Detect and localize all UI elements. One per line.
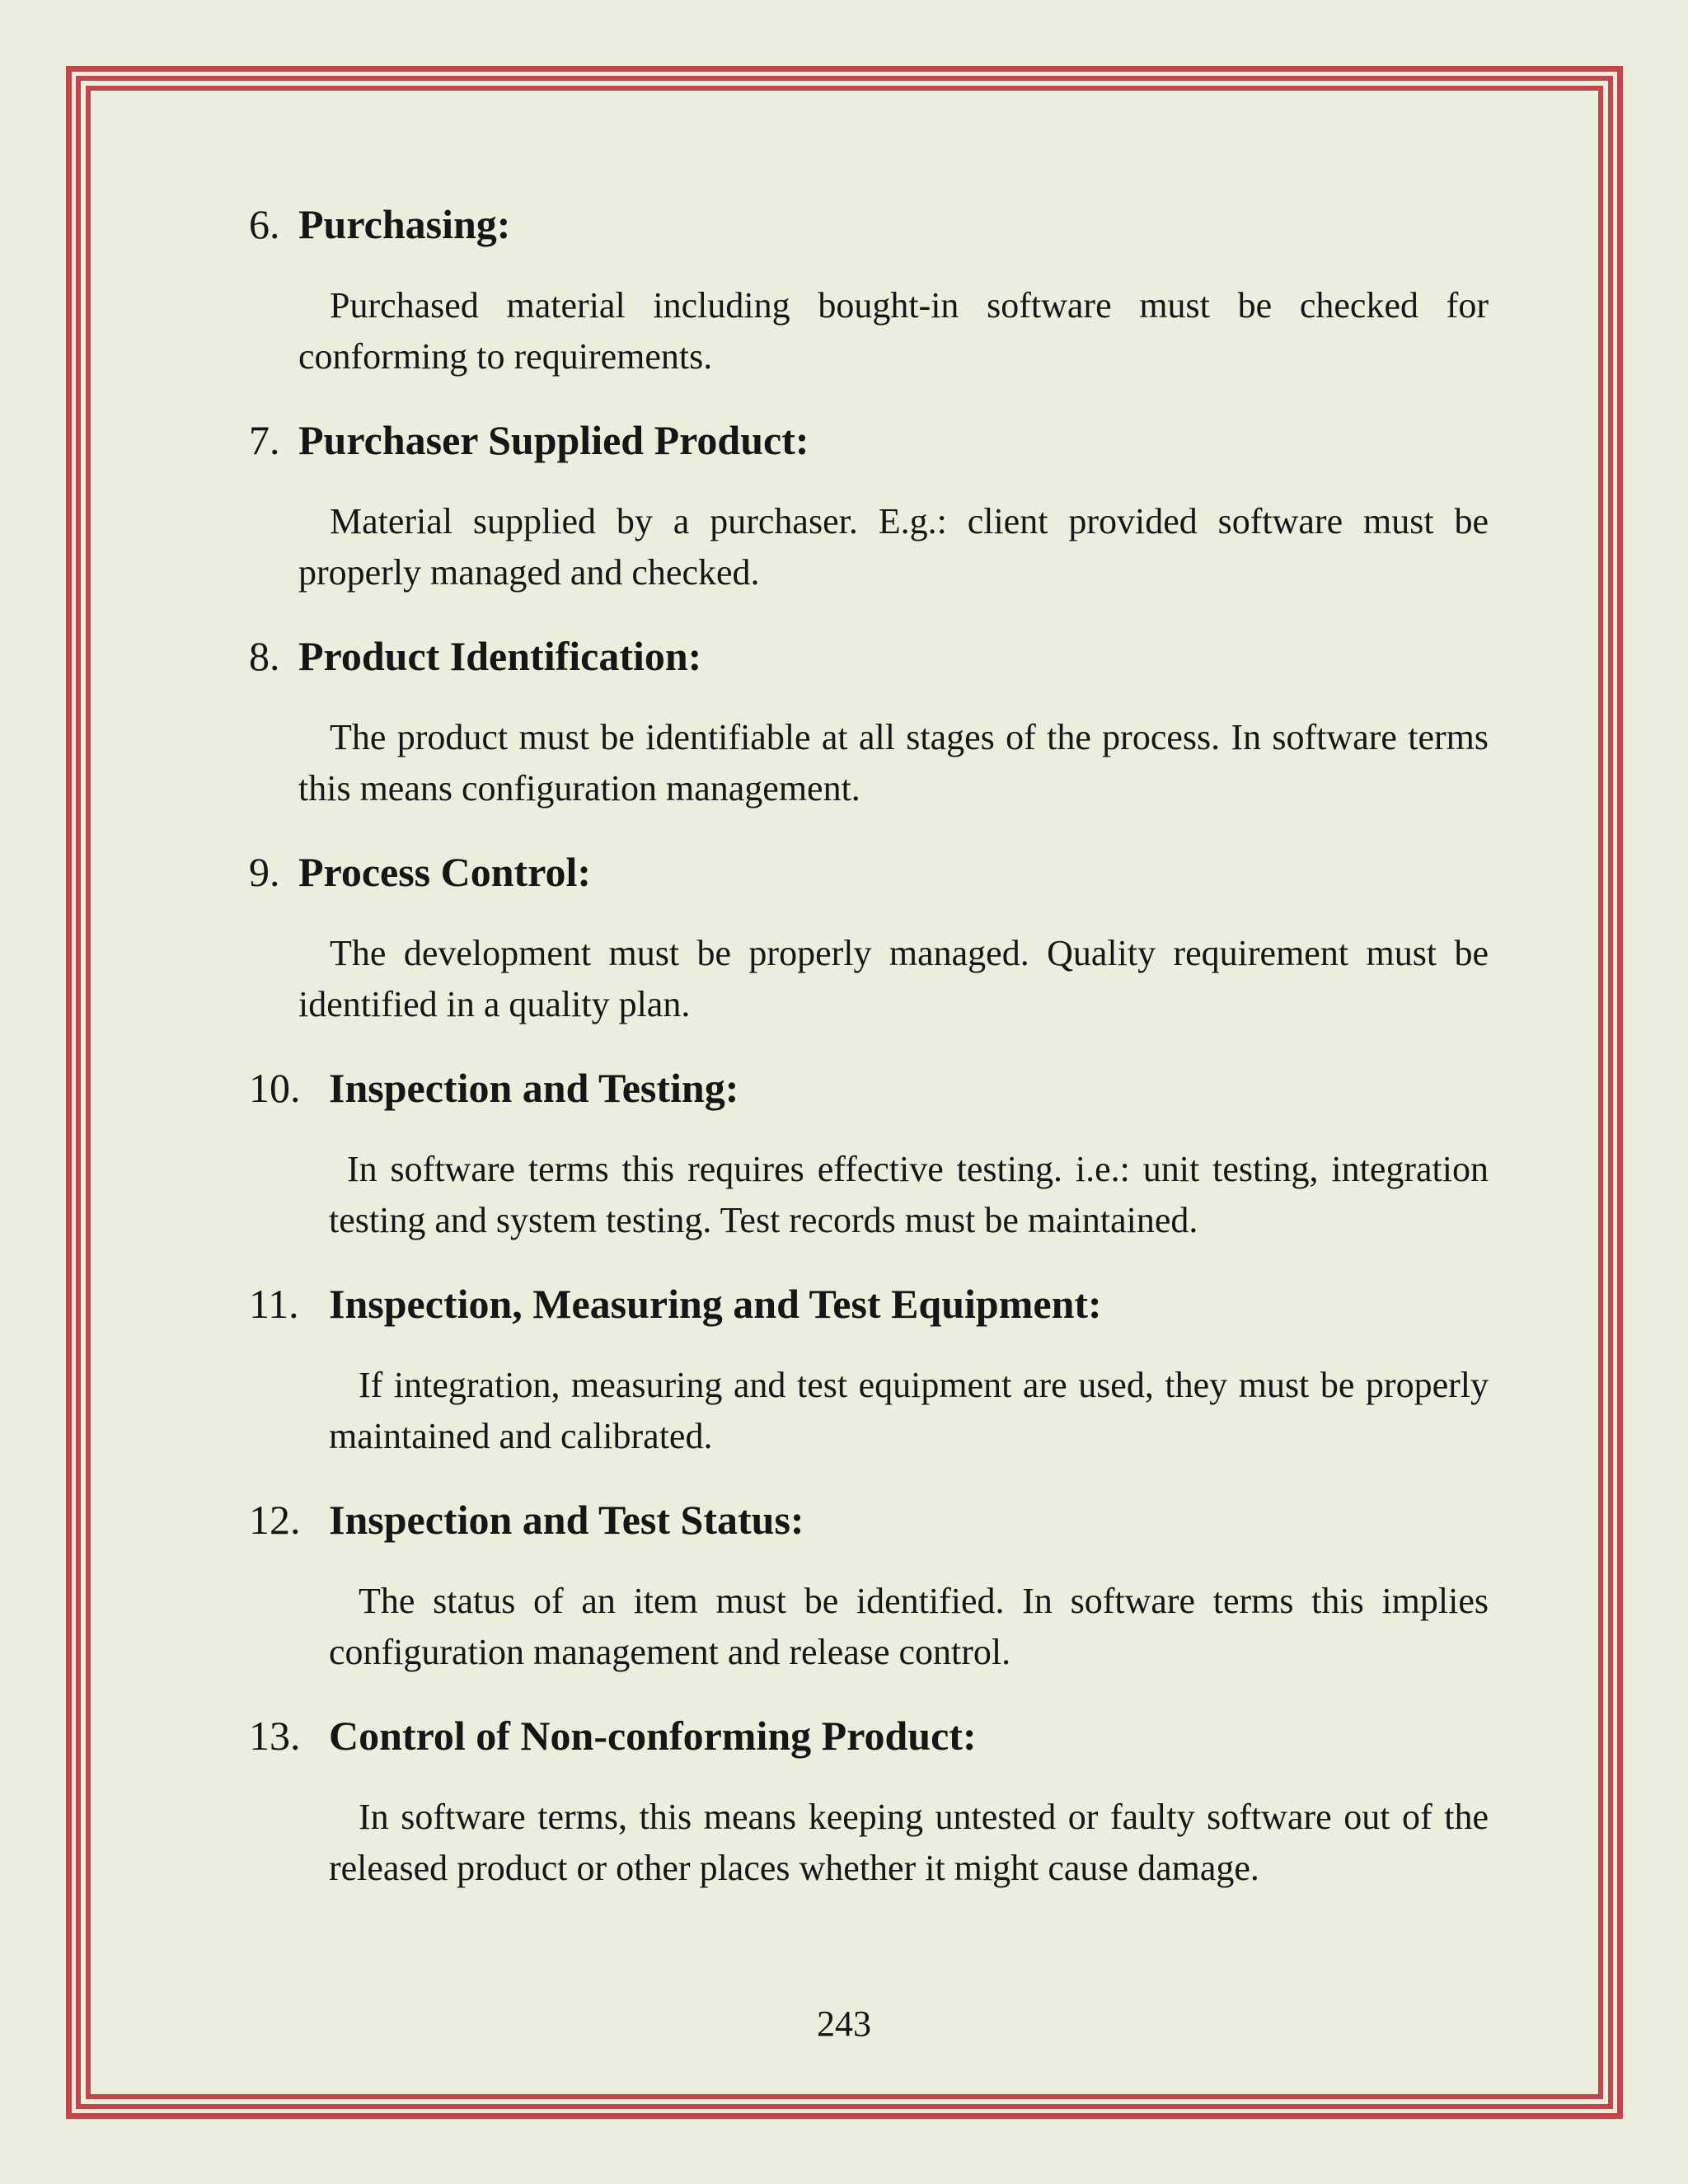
item-number: 7. [249,417,280,463]
item-title: Control of Non-conforming Product: [329,1713,977,1759]
item-number: 11. [249,1281,299,1327]
item-title: Inspection and Test Status: [329,1497,804,1543]
item-body: Purchased material including bought-in software must be checked for conforming to requirements. [298,285,1489,377]
item-title: Inspection and Testing: [329,1065,739,1111]
item-body: In software terms this requires effective testing. i.e.: unit testing, integration testing and system testing. Test records must be maintained. [329,1149,1489,1240]
item-body: If integration, measuring and test equipment are used, they must be properly maintained and calibrated. [329,1365,1489,1456]
item-body: In software terms, this means keeping untested or faulty software out of the released product or other places whether it might cause damage. [329,1797,1489,1888]
item-number: 9. [249,849,280,895]
item-title: Inspection, Measuring and Test Equipment: [329,1281,1102,1327]
item-number: 6. [249,201,280,247]
item-body: The product must be identifiable at all stages of the process. In software terms this means configuration management. [298,717,1489,808]
item-title: Purchaser Supplied Product: [298,417,809,463]
item-number: 10. [249,1065,301,1111]
item-number: 12. [249,1497,301,1543]
item-number: 8. [249,633,280,679]
item-title: Product Identification: [298,633,702,679]
page-number: 243 [817,2004,871,2044]
item-body: The development must be properly managed. Quality requirement must be identified in a quality plan. [298,933,1489,1024]
item-number: 13. [249,1713,301,1759]
item-title: Purchasing: [298,201,511,247]
item-body: Material supplied by a purchaser. E.g.: client provided software must be properly managed and checked. [298,501,1489,593]
item-body: The status of an item must be identified. In software terms this implies configuration management and release control. [329,1581,1489,1672]
item-title: Process Control: [298,849,592,895]
